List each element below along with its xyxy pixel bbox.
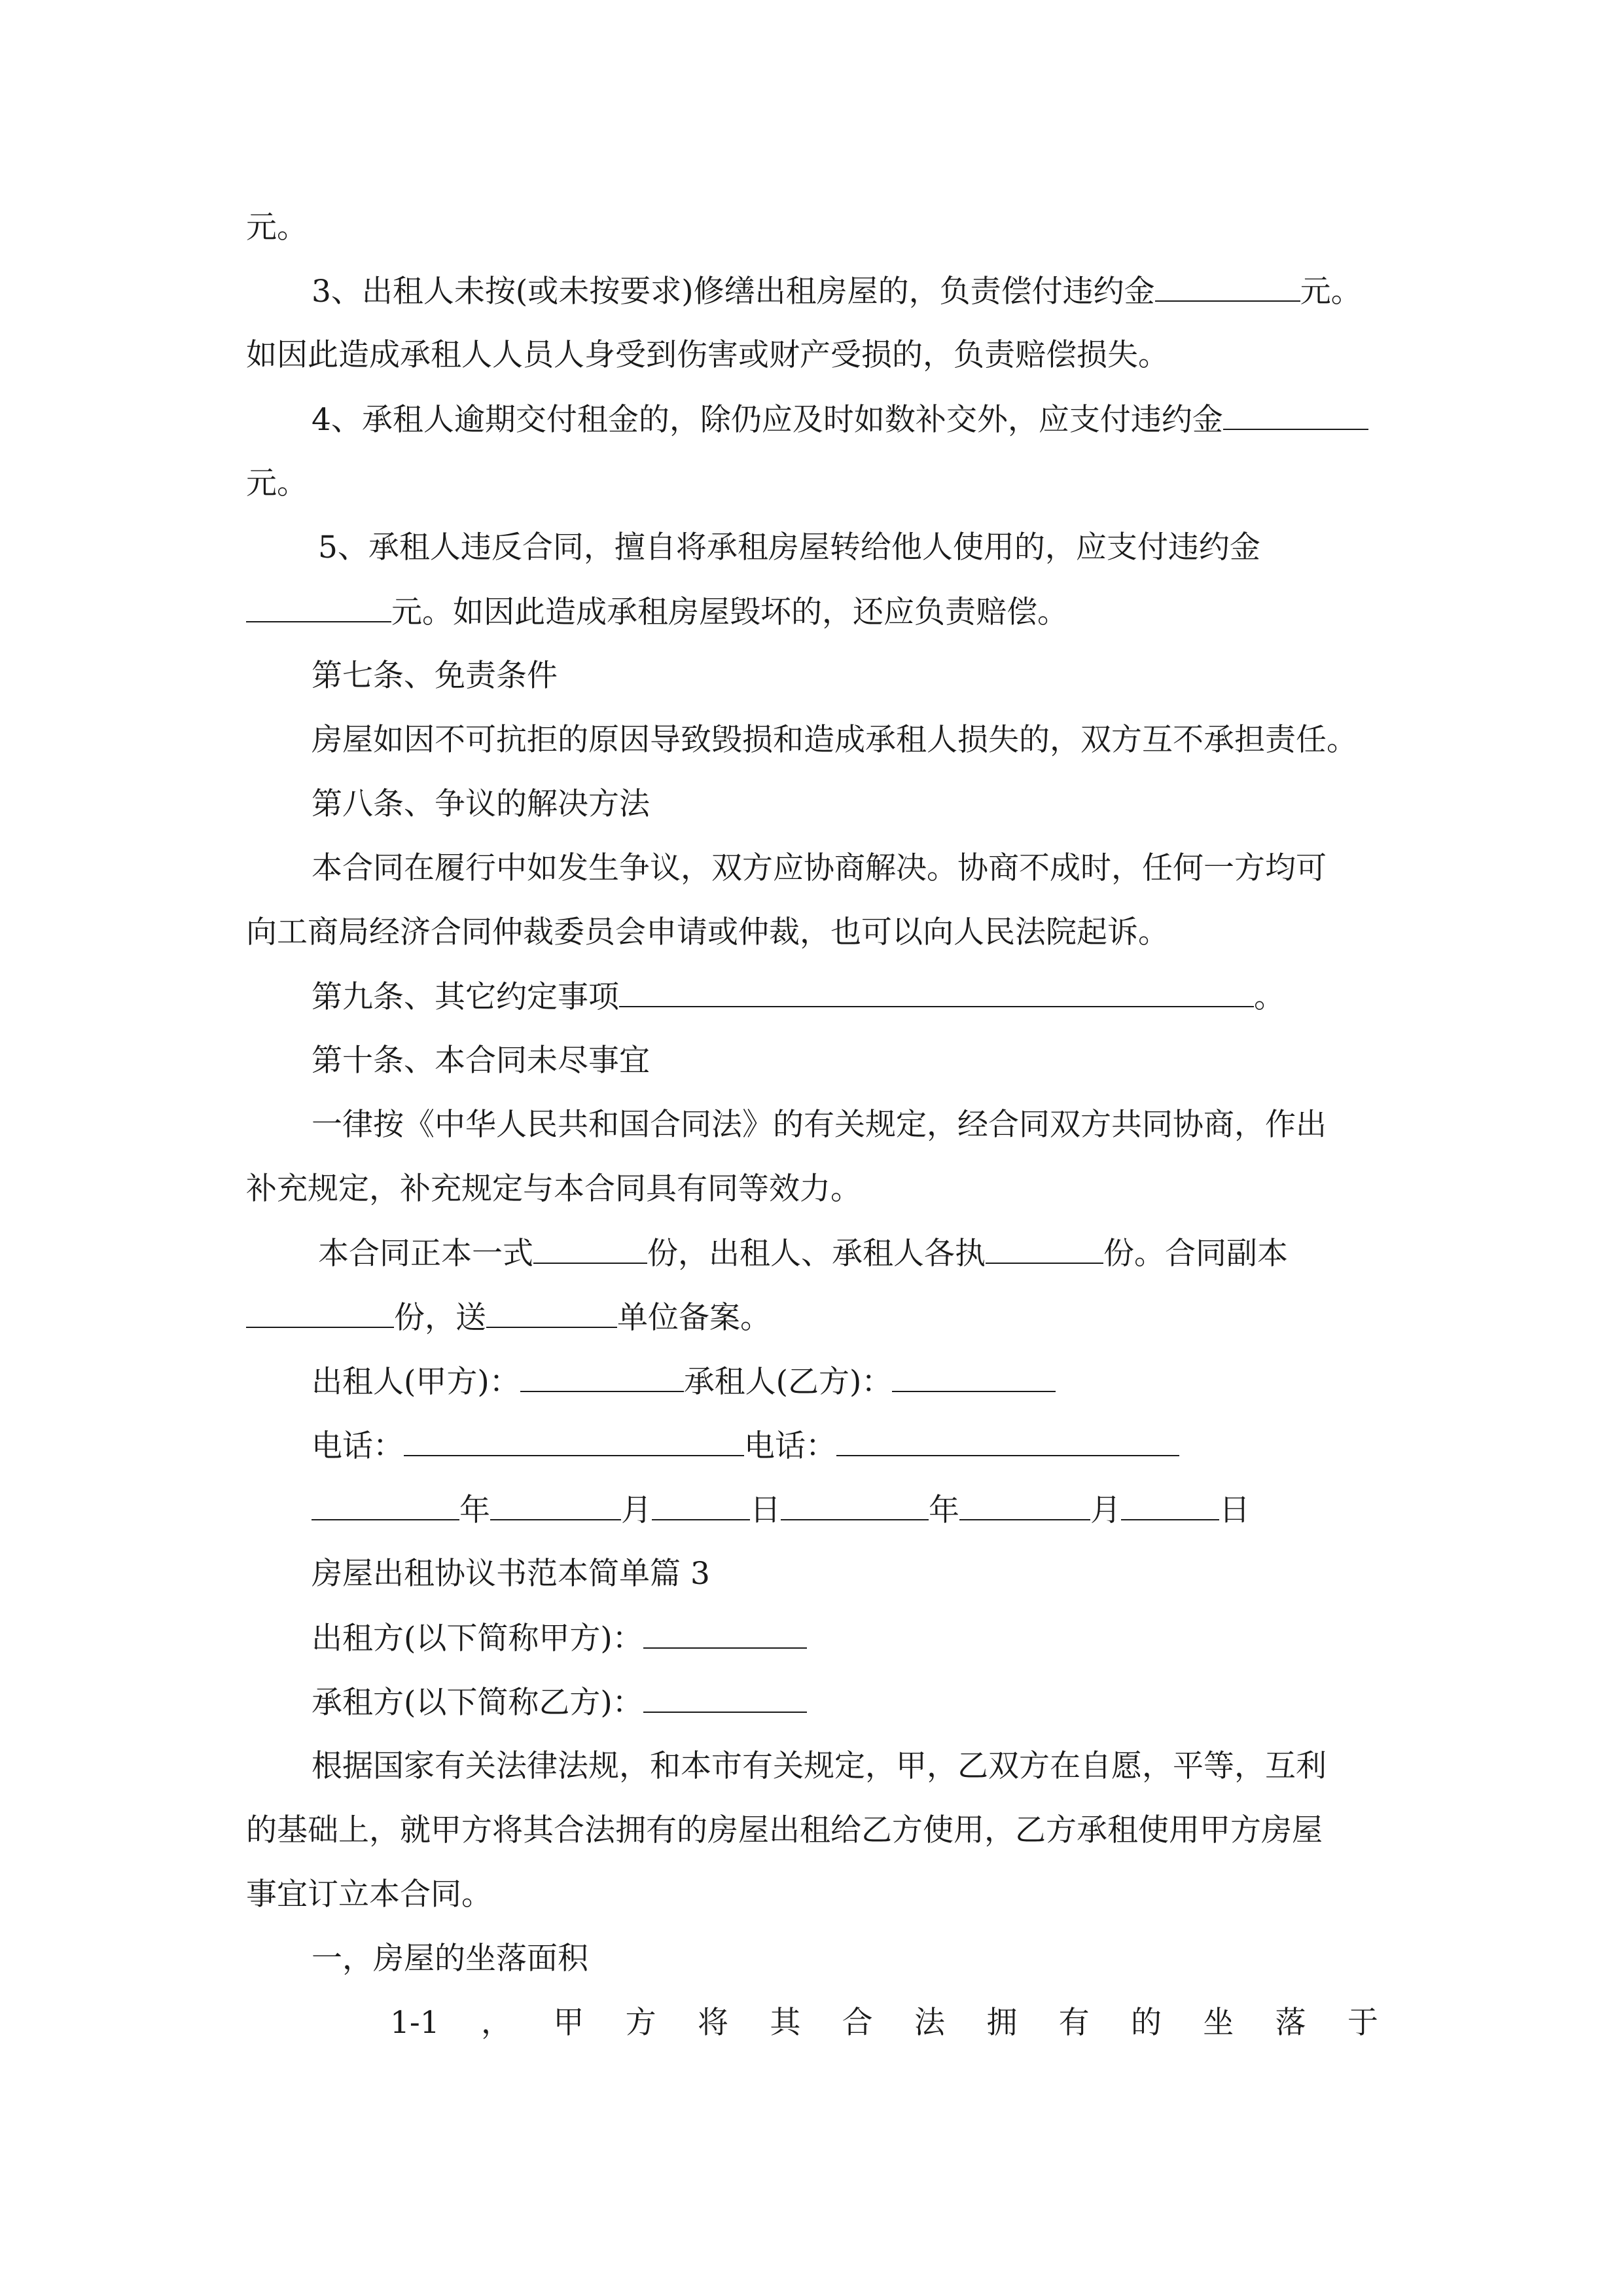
fill-blank[interactable]: [892, 1362, 1056, 1392]
text: 坐: [1203, 2005, 1234, 2041]
text: 。: [1254, 979, 1285, 1015]
text: 合: [842, 2005, 873, 2041]
text: 的基础上，就甲方将其合法拥有的房屋出租给乙方使用，乙方承租使用甲方房屋: [246, 1812, 1323, 1848]
text: 电话：: [312, 1428, 404, 1464]
fill-blank[interactable]: [1121, 1490, 1219, 1520]
text: 根据国家有关法律法规，和本市有关规定，甲，乙双方在自愿，平等，互利: [312, 1748, 1327, 1784]
text: 补充规定，补充规定与本合同具有同等效力。: [246, 1171, 861, 1207]
article-10-heading: [312, 1041, 650, 1081]
fill-blank[interactable]: [404, 1426, 744, 1456]
fill-blank[interactable]: [1155, 272, 1300, 302]
fill-blank[interactable]: [619, 977, 1254, 1007]
text: 承租方(以下简称乙方)：: [312, 1685, 643, 1721]
text: 5、承租人违反合同，擅自将承租房屋转给他人使用的，应支付违约金: [318, 529, 1260, 565]
section-title: [312, 1554, 710, 1594]
text: 电话：: [744, 1428, 836, 1464]
fill-blank[interactable]: [520, 1362, 684, 1392]
fill-blank[interactable]: [1223, 400, 1368, 430]
text: 甲: [553, 2005, 584, 2041]
text: 3、出租人未按(或未按要求)修缮出租房屋的，负责偿付违约金: [312, 274, 1155, 310]
text-line: [246, 1875, 492, 1914]
text: 方: [625, 2005, 656, 2041]
text: 元。: [246, 465, 308, 501]
clause-6-4: [312, 400, 1368, 440]
text: 元。: [1300, 274, 1362, 310]
fill-blank[interactable]: [246, 592, 391, 622]
text: 日: [750, 1492, 781, 1528]
text: 4、承租人逾期交付租金的，除仍应及时如数补交外，应支付违约金: [312, 402, 1223, 438]
text-line: [246, 336, 1169, 375]
text-line: [312, 721, 1357, 760]
text: 份。合同副本: [1103, 1236, 1288, 1272]
fill-blank[interactable]: [781, 1490, 929, 1520]
section-1-heading: [312, 1939, 588, 1979]
article-7-heading: [312, 656, 558, 696]
article-8-heading: [312, 785, 650, 824]
text-line: [246, 1811, 1323, 1850]
text-line: [246, 1170, 861, 1209]
clause-6-3: [312, 272, 1362, 312]
text: 单位备案。: [617, 1300, 771, 1336]
text: 承租人(乙方)：: [683, 1364, 893, 1400]
text: 将: [698, 2005, 728, 2041]
text-line: [312, 849, 1327, 888]
clause-1-1: [390, 2003, 1378, 2043]
text: 出租方(以下简称甲方)：: [312, 1621, 643, 1657]
text: 第十条、本合同未尽事宜: [312, 1043, 650, 1079]
text: 月: [621, 1492, 652, 1528]
clause-6-5: [318, 528, 1260, 567]
fill-blank[interactable]: [533, 1234, 647, 1264]
text: 年: [459, 1492, 490, 1528]
signature-line: [312, 1362, 1056, 1402]
fill-blank[interactable]: [652, 1490, 750, 1520]
text: 落: [1275, 2005, 1306, 2041]
text: 有: [1058, 2005, 1090, 2041]
text: 拥: [986, 2005, 1018, 2041]
article-9-heading: [312, 977, 1285, 1017]
text: 第九条、其它约定事项: [312, 979, 619, 1015]
text: 本合同正本一式: [318, 1236, 533, 1272]
text: 份，送: [394, 1300, 486, 1336]
text-line: [246, 464, 308, 503]
text-line: [312, 1105, 1327, 1145]
text: ，: [481, 2005, 512, 2041]
date-line: [312, 1490, 1250, 1530]
fill-blank[interactable]: [986, 1234, 1103, 1264]
text-line: [312, 1747, 1327, 1786]
text: 事宜订立本合同。: [246, 1876, 492, 1912]
text: 份，出租人、承租人各执: [647, 1236, 986, 1272]
text: 月: [1090, 1492, 1121, 1528]
copies-line: [318, 1234, 1288, 1274]
party-b-line: [312, 1683, 807, 1723]
text: 其: [770, 2005, 801, 2041]
text: 房屋出租协议书范本简单篇 3: [312, 1556, 710, 1592]
text: 一律按《中华人民共和国合同法》的有关规定，经合同双方共同协商，作出: [312, 1107, 1327, 1143]
fill-blank[interactable]: [490, 1490, 621, 1520]
text-line: [246, 913, 1169, 952]
phone-line: [312, 1426, 1179, 1466]
text: 向工商局经济合同仲裁委员会申请或仲裁，也可以向人民法院起诉。: [246, 914, 1169, 950]
fill-blank[interactable]: [246, 1298, 394, 1328]
text-line: [246, 592, 1068, 632]
copies-line-2: [246, 1298, 771, 1338]
text: 出租人(甲方)：: [312, 1364, 520, 1400]
text: 年: [929, 1492, 959, 1528]
text: 1-1: [390, 2005, 440, 2041]
text: 于: [1347, 2005, 1378, 2041]
text: 如因此造成承租人人员人身受到伤害或财产受损的，负责赔偿损失。: [246, 337, 1169, 373]
text: 日: [1219, 1492, 1250, 1528]
text: 本合同在履行中如发生争议，双方应协商解决。协商不成时，任何一方均可: [312, 850, 1327, 886]
text: 一，房屋的坐落面积: [312, 1941, 588, 1977]
text: 法: [914, 2005, 945, 2041]
party-a-line: [312, 1619, 807, 1659]
text: 房屋如因不可抗拒的原因导致毁损和造成承租人损失的，双方互不承担责任。: [312, 722, 1357, 758]
text-line: [246, 208, 308, 247]
text: 元。: [246, 209, 308, 245]
fill-blank[interactable]: [312, 1490, 459, 1520]
text: 的: [1130, 2005, 1162, 2041]
fill-blank[interactable]: [486, 1298, 617, 1328]
fill-blank[interactable]: [643, 1683, 807, 1713]
fill-blank[interactable]: [836, 1426, 1179, 1456]
text: 元。如因此造成承租房屋毁坏的，还应负责赔偿。: [391, 594, 1068, 630]
fill-blank[interactable]: [643, 1619, 807, 1649]
text: 第八条、争议的解决方法: [312, 786, 650, 822]
text: 第七条、免责条件: [312, 658, 558, 694]
fill-blank[interactable]: [959, 1490, 1090, 1520]
